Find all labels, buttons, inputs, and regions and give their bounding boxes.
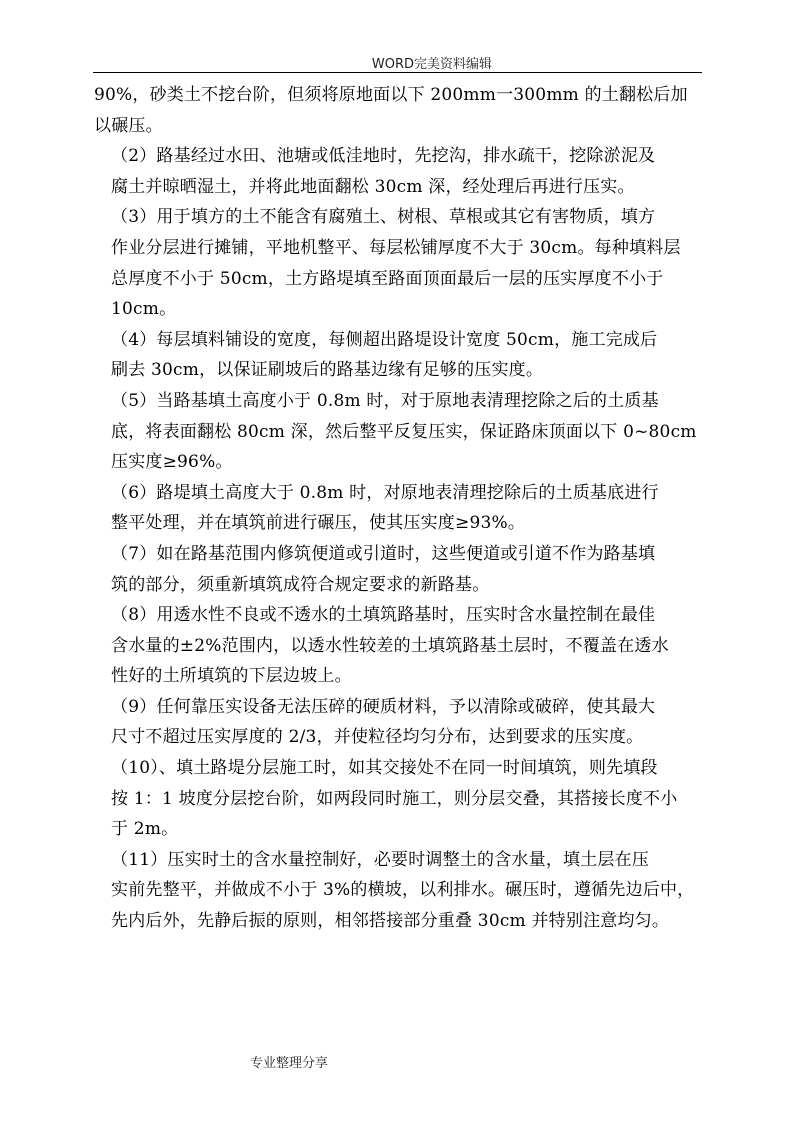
text-line: 底，将表面翻松 80cm 深，然后整平反复压实，保证路床顶面以下 0~80cm xyxy=(111,421,697,442)
text-line: 以碾压。 xyxy=(94,115,163,136)
text-line: 性好的土所填筑的下层边坡上。 xyxy=(111,666,352,687)
text-line: （4）每层填料铺设的宽度，每侧超出路堤设计宽度 50cm，施工完成后 xyxy=(111,329,658,350)
paragraph-item-9 xyxy=(94,692,702,753)
text-line: （2）路基经过水田、池塘或低洼地时，先挖沟，排水疏干，挖除淤泥及 xyxy=(111,146,656,167)
header-divider xyxy=(93,72,702,73)
text-line: 腐土并晾晒湿土，并将此地面翻松 30cm 深，经处理后再进行压实。 xyxy=(111,176,635,197)
text-line: 刷去 30cm，以保证刷坡后的路基边缘有足够的压实度。 xyxy=(111,360,544,381)
text-line: 先内后外，先静后振的原则，相邻搭接部分重叠 30cm 并特别注意均匀。 xyxy=(111,911,670,932)
paragraph-item-11 xyxy=(94,845,702,937)
text-line: （5）当路基填土高度小于 0.8m 时，对于原地表清理挖除之后的土质基 xyxy=(111,390,659,411)
paragraph-item-2 xyxy=(94,141,702,202)
text-line: （10）、填土路堤分层施工时，如其交接处不在同一时间填筑，则先填段 xyxy=(111,758,658,779)
page-footer: 专业整理分享 xyxy=(250,1056,329,1071)
text-line: （11）压实时土的含水量控制好，必要时调整土的含水量，填土层在压 xyxy=(111,849,650,870)
paragraph-item-3 xyxy=(94,202,702,324)
text-line: 10cm。 xyxy=(111,299,177,320)
document-body xyxy=(94,80,702,937)
paragraph-item-10 xyxy=(94,753,702,845)
text-line: （6）路堤填土高度大于 0.8m 时，对原地表清理挖除后的土质基底进行 xyxy=(111,482,659,503)
text-line: 按 1：1 坡度分层挖台阶，如两段同时施工，则分层交叠，其搭接长度不小 xyxy=(111,788,678,809)
paragraph-item-7 xyxy=(94,539,702,600)
paragraph-item-6 xyxy=(94,478,702,539)
paragraph-item-4 xyxy=(94,325,702,386)
text-line: （7）如在路基范围内修筑便道或引道时，这些便道或引道不作为路基填 xyxy=(111,543,656,564)
text-line: 90%，砂类土不挖台阶，但须将原地面以下 200mm一300mm 的土翻松后加 xyxy=(94,85,688,105)
text-line: （8）用透水性不良或不透水的土填筑路基时，压实时含水量控制在最佳 xyxy=(111,605,656,626)
text-line: 筑的部分，须重新填筑成符合规定要求的新路基。 xyxy=(111,574,490,595)
text-line: 作业分层进行摊铺，平地机整平、每层松铺厚度不大于 30cm。每种填料层 xyxy=(111,237,681,258)
page-header: WORD完美资料编辑 xyxy=(371,57,493,72)
text-line: 整平处理，并在填筑前进行碾压，使其压实度≥93%。 xyxy=(111,513,526,534)
paragraph-item-8 xyxy=(94,600,702,692)
text-line: 含水量的±2%范围内，以透水性较差的土填筑路基土层时，不覆盖在透水 xyxy=(111,635,669,656)
text-line: 于 2m。 xyxy=(111,819,179,840)
text-line: 尺寸不超过压实厚度的 2/3，并使粒径均匀分布，达到要求的压实度。 xyxy=(111,727,644,748)
text-line: （9）任何靠压实设备无法压碎的硬质材料，予以清除或破碎，使其最大 xyxy=(111,696,656,717)
paragraph-continuation xyxy=(94,80,702,141)
text-line: 总厚度不小于 50cm，土方路堤填至路面顶面最后一层的压实厚度不小于 xyxy=(111,268,664,289)
text-line: （3）用于填方的土不能含有腐殖土、树根、草根或其它有害物质，填方 xyxy=(111,207,656,228)
paragraph-item-5 xyxy=(94,386,702,478)
text-line: 压实度≥96%。 xyxy=(111,452,233,473)
text-line: 实前先整平，并做成不小于 3%的横坡，以利排水。碾压时，遵循先边后中， xyxy=(111,880,695,901)
